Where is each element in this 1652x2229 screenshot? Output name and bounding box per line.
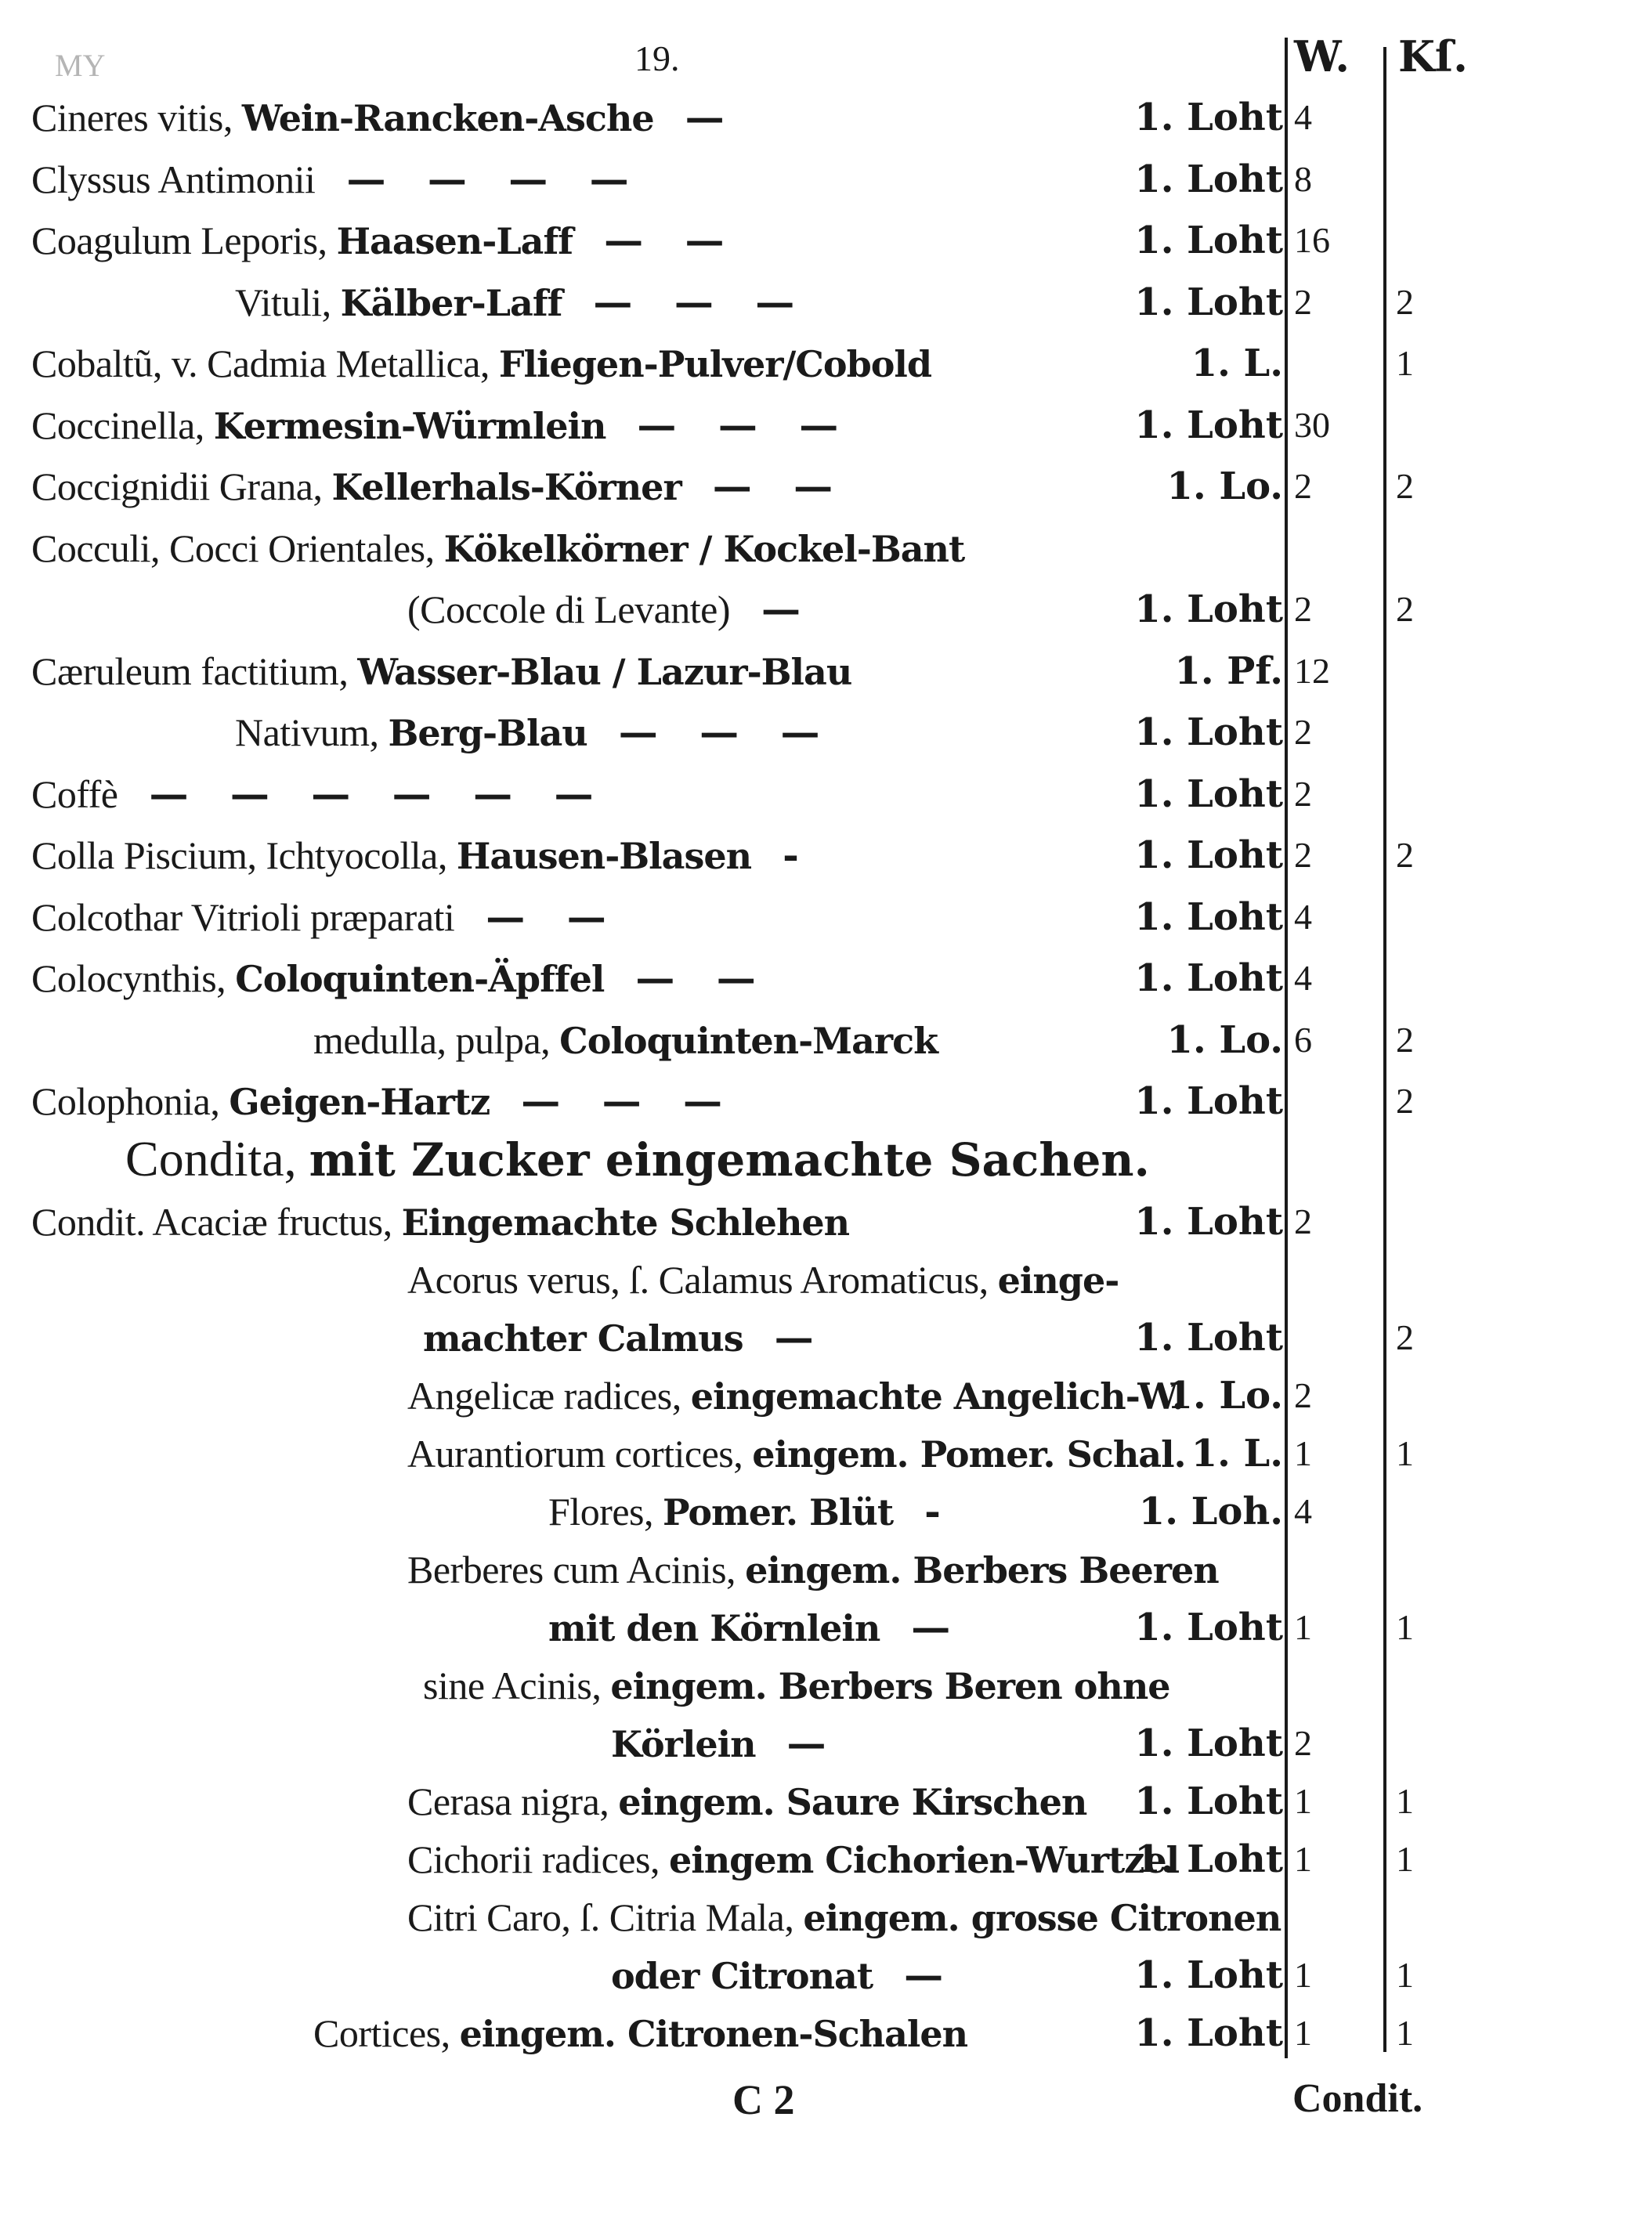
german-name: machter Calmus: [423, 1317, 743, 1360]
german-name: eingem. Saure Kirschen: [618, 1781, 1087, 1823]
price-w: 1: [1294, 1781, 1312, 1821]
price-k: 2: [1396, 281, 1414, 322]
price-w: 2: [1294, 1723, 1312, 1763]
entry-name: [31, 521, 964, 576]
unit-measure: 1. L.: [1191, 341, 1283, 385]
latin-name: Cobaltũ, v. Cadmia Metallica,: [31, 341, 490, 385]
german-name: mit den Körnlein: [548, 1607, 880, 1649]
unit-measure: 1. Loht: [1134, 710, 1283, 754]
list-item: [0, 1716, 1285, 1771]
entry-name: [235, 275, 562, 331]
german-name: Kermesin-Würmlein: [213, 404, 606, 447]
price-w: 1: [1294, 1607, 1312, 1647]
entry-name: [31, 1074, 490, 1129]
price-w: 2: [1294, 712, 1312, 752]
price-k: 2: [1396, 466, 1414, 506]
price-k: 2: [1396, 1317, 1414, 1357]
entry-name: [407, 1774, 1086, 1830]
unit-measure: 1. L.: [1191, 1432, 1283, 1476]
list-item: [0, 459, 1285, 514]
latin-name: Angelicæ radices,: [407, 1374, 681, 1418]
list-item: [0, 767, 1285, 822]
latin-name: Vituli,: [235, 280, 331, 324]
list-item: [0, 1368, 1285, 1423]
entry-name: [31, 828, 751, 883]
list-item: [0, 1658, 1285, 1713]
price-w: 6: [1294, 1019, 1312, 1060]
latin-name: Cæruleum factitium,: [31, 648, 349, 693]
section-heading-german: mit Zucker eingemachte Sachen.: [309, 1133, 1150, 1187]
latin-name: Acorus verus, ſ. Calamus Aromaticus,: [407, 1258, 989, 1302]
german-name: Wasser-Blau / Lazur-Blau: [357, 650, 852, 693]
price-w: 30: [1294, 404, 1330, 445]
unit-measure: 1. Loht: [1134, 833, 1283, 877]
list-item: [0, 1310, 1285, 1365]
entry-name: [31, 398, 605, 453]
price-k: 2: [1396, 1081, 1414, 1121]
list-item: [0, 336, 1285, 391]
german-name: eingem. Berbers Beeren: [745, 1549, 1219, 1591]
entry-name: [548, 1600, 880, 1656]
latin-name: Cortices,: [313, 2011, 450, 2055]
list-item: [0, 705, 1285, 760]
unit-measure: 1. Loht: [1134, 1953, 1283, 1997]
unit-measure: 1. Loht: [1134, 280, 1283, 324]
entry-name: [31, 336, 931, 392]
signature-mark: C 2: [732, 2076, 795, 2123]
latin-name: Coagulum Leporis,: [31, 219, 327, 262]
latin-name: Cerasa nigra,: [407, 1779, 609, 1823]
latin-name: Coccignidii Grana,: [31, 464, 323, 508]
latin-name: Aurantiorum cortices,: [407, 1432, 743, 1476]
latin-name: Cineres vitis,: [31, 96, 233, 139]
leader-dashes: -: [924, 1488, 955, 1534]
list-item: [0, 521, 1285, 576]
entry-name: [31, 890, 454, 945]
leader-dashes: —: [685, 94, 739, 140]
latin-name: (Coccole di Levante): [407, 587, 731, 631]
entry-name: [611, 1948, 873, 2003]
price-k: 2: [1396, 835, 1414, 875]
price-w: 4: [1294, 958, 1312, 998]
leader-dashes: — — —: [637, 401, 853, 448]
column-header-w: W.: [1294, 31, 1350, 81]
latin-name: Colla Piscium, Ichtyocolla,: [31, 833, 447, 877]
german-name: einge-: [997, 1259, 1119, 1302]
list-item: [0, 1832, 1285, 1887]
latin-name: Colophonia,: [31, 1079, 220, 1123]
leader-dashes: —: [774, 1314, 828, 1360]
german-name: eingem Cichorien-Wurtzel: [668, 1839, 1180, 1881]
price-k: 1: [1396, 2013, 1414, 2053]
price-w: 2: [1294, 589, 1312, 629]
price-w: 16: [1294, 220, 1330, 260]
leader-dashes: —: [904, 1952, 958, 1998]
unit-measure: 1. Loht: [1134, 894, 1283, 939]
entry-name: [423, 1658, 1170, 1714]
price-w: 2: [1294, 466, 1312, 506]
latin-name: Coffè: [31, 771, 118, 816]
list-item: [0, 1252, 1285, 1307]
list-item: [0, 644, 1285, 699]
german-name: Fliegen-Pulver/Cobold: [498, 343, 932, 385]
list-item: [0, 951, 1285, 1006]
leader-dashes: — — —: [521, 1078, 737, 1124]
entry-name: [407, 1832, 1179, 1888]
leader-dashes: —: [761, 586, 815, 632]
column-rule-left: [1285, 38, 1288, 2058]
latin-name: Clyssus Antimonii: [31, 157, 316, 201]
catchword: Condit.: [1292, 2076, 1423, 2121]
section-heading: [125, 1124, 1150, 1195]
price-k: 1: [1396, 1839, 1414, 1879]
list-item: [0, 1013, 1285, 1068]
unit-measure: 1. Loht: [1134, 1079, 1283, 1123]
leader-dashes: —: [786, 1720, 840, 1766]
leader-dashes: -: [783, 832, 813, 878]
price-k: 1: [1396, 1781, 1414, 1821]
unit-measure: 1. Loht: [1134, 771, 1283, 816]
entry-name: [548, 1484, 893, 1540]
leader-dashes: — — —: [593, 278, 809, 325]
price-w: 1: [1294, 1839, 1312, 1879]
german-name: Coloquinten-Äpffel: [235, 958, 605, 1000]
latin-name: Berberes cum Acinis,: [407, 1548, 736, 1591]
entry-name: [235, 705, 587, 760]
price-w: 8: [1294, 158, 1312, 199]
german-name: Eingemachte Schlehen: [401, 1201, 850, 1244]
unit-measure: 1. Loht: [1134, 1606, 1283, 1649]
price-w: 4: [1294, 896, 1312, 937]
price-k: 1: [1396, 1955, 1414, 1995]
entry-name: [31, 1194, 849, 1250]
list-item: [0, 890, 1285, 945]
latin-name: Cocculi, Cocci Orientales,: [31, 526, 435, 570]
leader-dashes: — —: [486, 893, 620, 940]
unit-measure: 1. Pf.: [1174, 648, 1283, 693]
german-name: Geigen-Hartz: [229, 1081, 490, 1123]
unit-measure: 1. Loht: [1134, 1316, 1283, 1360]
price-k: 1: [1396, 343, 1414, 383]
unit-measure: 1. Lo.: [1166, 464, 1283, 508]
german-name: Kellerhals-Körner: [331, 466, 681, 508]
latin-name: Colcothar Vitrioli præparati: [31, 894, 455, 939]
latin-name: Coccinella,: [31, 403, 204, 447]
unit-measure: 1. Loht: [1134, 1779, 1283, 1823]
latin-name: sine Acinis,: [423, 1664, 602, 1707]
list-item: [0, 582, 1285, 637]
list-item: [0, 1890, 1285, 1945]
unit-measure: 1. Loht: [1134, 2011, 1283, 2055]
leader-dashes: —: [911, 1604, 965, 1650]
german-name: Kälber-Laff: [340, 281, 562, 324]
leader-dashes: — —: [635, 955, 770, 1001]
page-number: 19.: [634, 38, 680, 78]
leader-dashes: — —: [604, 217, 739, 263]
list-item: [0, 398, 1285, 453]
german-name: Pomer. Blüt: [663, 1491, 894, 1534]
entry-name: [31, 459, 681, 515]
price-w: 2: [1294, 773, 1312, 814]
entry-name: [407, 582, 730, 638]
entry-name: [313, 2006, 967, 2061]
list-item: [0, 1074, 1285, 1129]
german-name: Berg-Blau: [388, 712, 587, 754]
latin-name: Citri Caro, ſ. Citria Mala,: [407, 1895, 794, 1939]
section-heading-latin: Condita,: [125, 1131, 297, 1187]
entry-name: [31, 213, 573, 269]
unit-measure: 1. Loht: [1134, 1837, 1283, 1881]
german-name: eingemachte Angelich-W.: [690, 1375, 1184, 1418]
price-w: 1: [1294, 2013, 1312, 2053]
column-header-k: Kſ.: [1398, 31, 1468, 81]
german-name: Hausen-Blasen: [456, 835, 752, 877]
entry-name: [31, 644, 851, 699]
german-name: eingem. Citronen-Schalen: [459, 2013, 968, 2055]
price-k: 1: [1396, 1607, 1414, 1647]
entry-name: [31, 90, 654, 146]
entry-name: [407, 1368, 1184, 1424]
list-item: [0, 1948, 1285, 2003]
list-item: [0, 275, 1285, 330]
list-item: [0, 213, 1285, 268]
entry-name: [407, 1890, 1281, 1945]
entry-name: [423, 1310, 743, 1366]
price-w: 2: [1294, 835, 1312, 875]
german-name: Haasen-Laff: [336, 220, 573, 262]
list-item: [0, 1484, 1285, 1539]
entry-name: [31, 951, 604, 1006]
entry-name: [407, 1542, 1219, 1598]
unit-measure: 1. Loht: [1134, 587, 1283, 631]
german-name: oder Citronat: [611, 1955, 873, 1997]
latin-name: Condit. Acaciæ fructus,: [31, 1200, 392, 1244]
list-item: [0, 828, 1285, 883]
latin-name: Colocynthis,: [31, 956, 226, 1000]
price-k: 2: [1396, 1019, 1414, 1060]
price-k: 2: [1396, 589, 1414, 629]
list-item: [0, 1774, 1285, 1829]
unit-measure: 1. Lo.: [1166, 1017, 1283, 1062]
german-name: eingem. grosse Citronen: [803, 1897, 1281, 1939]
price-w: 2: [1294, 281, 1312, 322]
leader-dashes: — — —: [618, 709, 834, 755]
bleed-through-fragment: MY: [55, 48, 106, 83]
leader-dashes: — — — — — —: [149, 770, 608, 817]
unit-measure: 1. Loht: [1134, 1721, 1283, 1765]
unit-measure: 1. Loh.: [1138, 1490, 1283, 1534]
latin-name: Cichorii radices,: [407, 1837, 660, 1881]
unit-measure: 1. Loht: [1134, 219, 1283, 262]
list-item: [0, 1600, 1285, 1655]
price-w: 2: [1294, 1375, 1312, 1415]
leader-dashes: — —: [712, 463, 848, 509]
german-name: Körlein: [611, 1723, 756, 1765]
list-item: [0, 1194, 1285, 1249]
latin-name: medulla, pulpa,: [313, 1017, 551, 1062]
entry-name: [31, 152, 315, 208]
price-w: 1: [1294, 1433, 1312, 1473]
unit-measure: 1. Lo.: [1166, 1374, 1283, 1418]
price-w: 4: [1294, 97, 1312, 137]
entry-name: [407, 1252, 1119, 1308]
price-w: 4: [1294, 1491, 1312, 1531]
entry-name: [313, 1013, 938, 1068]
german-name: eingem. Berbers Beren ohne: [610, 1665, 1170, 1707]
list-item: [0, 1426, 1285, 1481]
price-k: 1: [1396, 1433, 1414, 1473]
latin-name: Nativum,: [235, 710, 379, 754]
german-name: Coloquinten-Marck: [559, 1019, 938, 1062]
price-w: 1: [1294, 1955, 1312, 1995]
list-item: [0, 1542, 1285, 1597]
list-item: [0, 2006, 1285, 2061]
german-name: Wein-Rancken-Asche: [241, 97, 654, 139]
entry-name: [611, 1716, 756, 1772]
list-item: [0, 90, 1285, 145]
column-rule-right: [1383, 47, 1386, 2052]
price-w: 2: [1294, 1201, 1312, 1241]
latin-name: Flores,: [548, 1490, 653, 1534]
unit-measure: 1. Loht: [1134, 956, 1283, 1000]
unit-measure: 1. Loht: [1134, 1200, 1283, 1244]
leader-dashes: — — — —: [346, 155, 643, 202]
price-w: 12: [1294, 650, 1330, 691]
entry-name: [407, 1426, 1186, 1482]
unit-measure: 1. Loht: [1134, 157, 1283, 201]
german-name: eingem. Pomer. Schal.: [752, 1433, 1186, 1476]
unit-measure: 1. Loht: [1134, 403, 1283, 447]
list-item: [0, 152, 1285, 207]
unit-measure: 1. Loht: [1134, 96, 1283, 139]
german-name: Kökelkörner / Kockel-Bant: [443, 527, 965, 570]
entry-name: [31, 767, 117, 822]
